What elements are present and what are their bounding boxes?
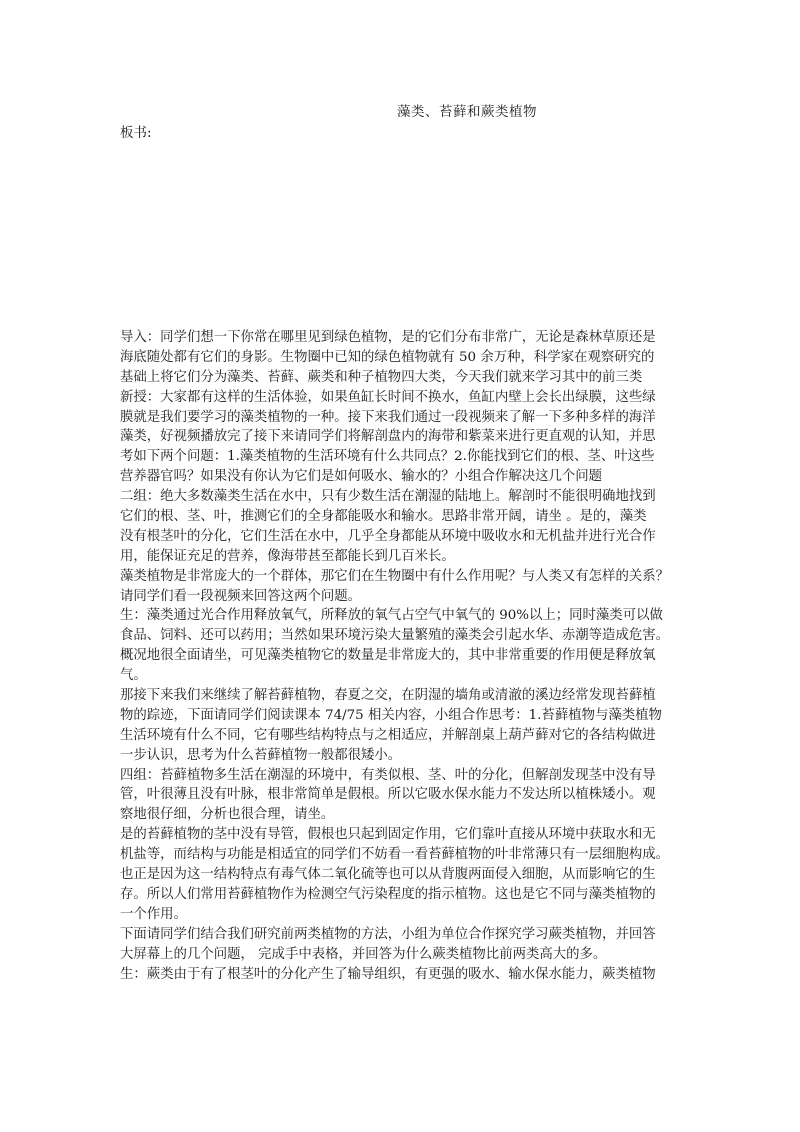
text-line: 一个作用。 [120,906,187,922]
text-line: 察地很仔细，分析也很合理，请坐。 [120,807,335,823]
text-line: 生：藻类通过光合作用释放氧气，所释放的氧气占空气中氧气的 90%以上；同时藻类可以做 [120,608,663,624]
text-line: 机盐等，而结构与功能是相适宜的同学们不妨看一看苔藓植物的叶非常薄只有一层细胞构成。 [120,847,670,863]
text-line: 二组：绝大多数藻类生活在水中，只有少数生活在潮湿的陆地上。解剖时不能很明确地找到 [120,489,656,505]
text-line: 下面请同学们结合我们研究前两类植物的方法，小组为单位合作探究学习蕨类植物，并回答 [120,926,656,942]
text-line: 海底随处都有它们的身影。生物圈中已知的绿色植物就有 50 余万种，科学家在观察研究的 [120,349,655,365]
text-line: 膜就是我们要学习的藻类植物的一种。接下来我们通过一段视频来了解一下多种多样的海洋 [120,409,656,425]
text-line: 是的苔藓植物的茎中没有导管，假根也只起到固定作用，它们靠叶直接从环境中获取水和无 [120,827,656,843]
text-line: 大屏幕上的几个问题， 完成手中表格，并回答为什么蕨类植物比前两类高大的多。 [120,946,607,962]
text-line: 存。所以人们常用苔藓植物作为检测空气污染程度的指示植物。这也是它不同与藻类植物的 [120,886,656,902]
document-title: 藻类、苔藓和蕨类植物 [397,104,537,120]
text-line: 用，能保证充足的营养，像海带甚至都能长到几百米长。 [120,548,455,564]
text-line: 那接下来我们来继续了解苔藓植物，春夏之交，在阴湿的墙角或清澈的溪边经常发现苔藓植 [120,688,656,704]
text-line: 考如下两个问题：1.藻类植物的生活环境有什么共同点？2.你能找到它们的根、茎、叶这些 [120,449,655,465]
text-line: 没有根茎叶的分化，它们生活在水中，几乎全身都能从环境中吸收水和无机盐并进行光合作 [120,528,656,544]
lesson-body [120,328,690,984]
text-line: 物的踪迹，下面请同学们阅读课本 74/75 相关内容，小组合作思考：1.苔藓植物与藻类植物 [120,707,662,723]
text-line: 导入：同学们想一下你常在哪里见到绿色植物，是的它们分布非常广，无论是森林草原还是 [120,330,656,345]
text-line: 生活环境有什么不同，它有哪些结构特点与之相适应，并解剖桌上葫芦藓对它的各结构做进 [120,727,656,743]
text-line: 概况地很全面请坐，可见藻类植物它的数量是非常庞大的，其中非常重要的作用便是释放氧 [120,648,656,664]
text-line: 气。 [120,668,147,684]
text-line: 它们的根、茎、叶，推测它们的全身都能吸水和输水。思路非常开阔，请坐 。是的，藻类 [120,509,647,525]
text-line: 管，叶很薄且没有叶脉，根非常简单是假根。所以它吸水保水能力不发达所以植株矮小。观 [120,787,656,803]
board-notes-label: 板书: [120,125,152,141]
text-line: 食品、饲料、还可以药用；当然如果环境污染大量繁殖的藻类会引起水华、赤潮等造成危害。 [120,628,670,644]
text-line: 藻类植物是非常庞大的一个群体，那它们在生物圈中有什么作用呢？与人类又有怎样的关系？ [120,568,670,584]
text-line: 藻类，好视频播放完了接下来请同学们将解剖盘内的海带和紫菜来进行更直观的认知，并思 [120,429,656,445]
text-line: 基础上将它们分为藻类、苔藓、蕨类和种子植物四大类，今天我们就来学习其中的前三类 [120,369,643,385]
text-line: 生：蕨类由于有了根茎叶的分化产生了输导组织，有更强的吸水、输水保水能力，蕨类植物 [120,966,656,982]
text-line: 新授：大家都有这样的生活体验，如果鱼缸长时间不换水，鱼缸内壁上会长出绿膜，这些绿 [120,389,656,405]
text-line: 一步认识，思考为什么苔藓植物一般都很矮小。 [120,747,402,763]
text-line: 营养器官吗？如果没有你认为它们是如何吸水、输水的？小组合作解决这几个问题 [120,469,603,485]
text-line: 四组：苔藓植物多生活在潮湿的环境中，有类似根、茎、叶的分化，但解剖发现茎中没有导 [120,767,656,783]
text-line: 也正是因为这一结构特点有毒气体二氧化硫等也可以从背腹两面侵入细胞，从而影响它的生 [120,867,656,883]
text-line: 请同学们看一段视频来回答这两个问题。 [120,588,362,604]
